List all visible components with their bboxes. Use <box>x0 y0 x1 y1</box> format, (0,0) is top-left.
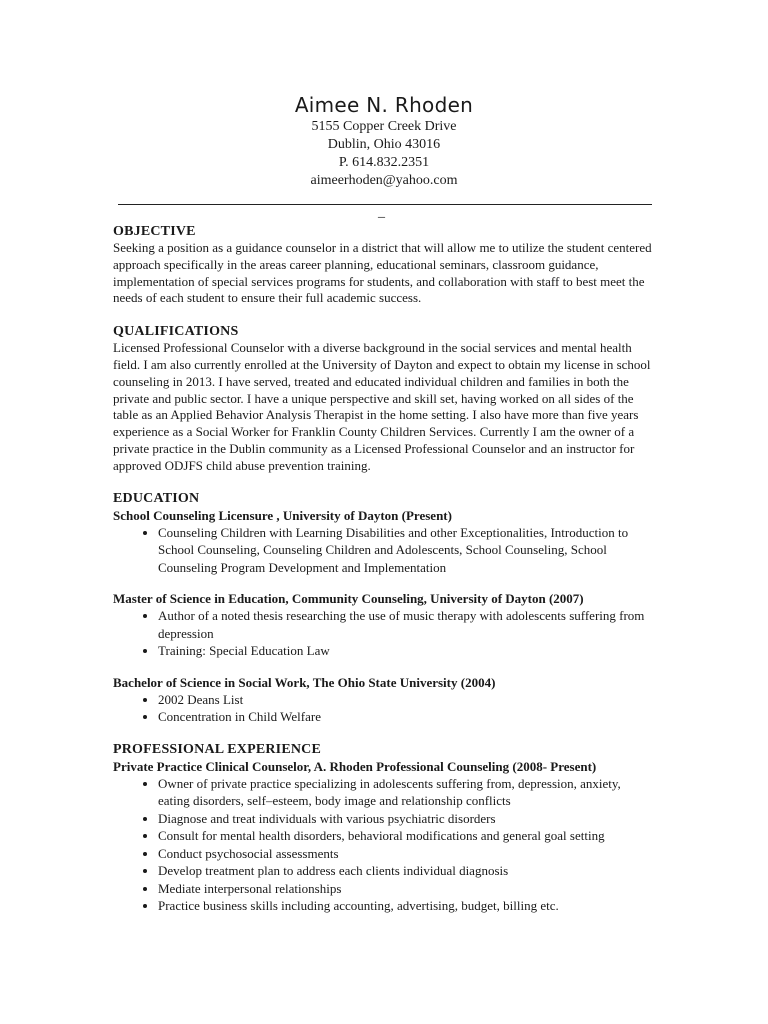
education-entry <box>113 590 655 660</box>
list-item: • Conduct psychosocial assessments <box>158 845 655 863</box>
list-item: • Owner of private practice specializing in adolescents suffering from, depression, anxiety, eating disorders, self–esteem, body image and relationship conflicts <box>158 775 655 810</box>
email-line: aimeerhoden@yahoo.com <box>310 173 458 188</box>
list-item: • Counseling Children with Learning Disabilities and other Exceptionalities, Introduction to School Counseling, Counseling Children and Adolescents, School Counseling, School Counseling Program Development and Implementation <box>158 524 655 577</box>
education-entry <box>113 507 655 577</box>
qualifications-section <box>113 323 655 474</box>
header-divider <box>118 204 652 205</box>
city-line: Dublin, Ohio 43016 <box>327 137 441 152</box>
list-item: • Mediate interpersonal relationships <box>158 880 655 898</box>
list-item: • Consult for mental health disorders, behavioral modifications and general goal setting <box>158 827 655 845</box>
list-item: • Diagnose and treat individuals with various psychiatric disorders <box>158 810 655 828</box>
candidate-name: Aimee N. Rhoden <box>294 93 474 117</box>
list-item: • Author of a noted thesis researching the use of music therapy with adolescents suffering from depression <box>158 607 655 642</box>
objective-text: Seeking a position as a guidance counselor in a district that will allow me to utilize the student centered approach specifically in the areas career planning, educational seminars, classroom guidance, implementation of special services programs for students, and collaboration with staff to best meet the needs of each student to ensure their full academic success. <box>113 240 652 306</box>
list-item: • Practice business skills including accounting, advertising, budget, billing etc. <box>158 897 655 915</box>
qualifications-text: Licensed Professional Counselor with a diverse background in the social services and mental health field. I am also currently enrolled at the University of Dayton and expect to obtain my license in school counseling in 2013. I have served, treated and educated individual children and families in both the private and public sector. I have a unique perspective and skill set, having worked on all sides of the table as an Applied Behavior Analysis Therapist in the home setting. I also have more than five years experience as a Social Worker for Franklin County Children Services. Currently I am the owner of a private practice in the Dublin community as a Licensed Professional Counselor and an instructor for approved ODJFS child abuse prevention training. <box>113 340 651 473</box>
experience-entry <box>113 758 655 915</box>
education-entry-title: Bachelor of Science in Social Work, The Ohio State University (2004) <box>113 674 496 690</box>
experience-entry-bullets <box>113 775 655 915</box>
list-item: • Concentration in Child Welfare <box>158 708 655 726</box>
address-line: 5155 Copper Creek Drive <box>311 119 457 134</box>
objective-heading: OBJECTIVE <box>113 224 196 239</box>
objective-section <box>113 223 655 307</box>
experience-heading: PROFESSIONAL EXPERIENCE <box>113 741 322 757</box>
education-entry-bullets <box>113 607 655 660</box>
education-section <box>113 490 655 726</box>
phone-line: P. 614.832.2351 <box>338 155 430 170</box>
resume-header <box>0 92 768 190</box>
education-heading: EDUCATION <box>113 490 200 506</box>
divider-mark: _ <box>378 205 385 220</box>
education-entry-title: School Counseling Licensure , University of Dayton (Present) <box>113 507 452 523</box>
experience-entry-title: Private Practice Clinical Counselor, A. Rhoden Professional Counseling (2008- Present) <box>113 758 597 774</box>
experience-section <box>113 741 655 915</box>
resume-body <box>113 223 655 915</box>
education-entry-bullets <box>113 524 655 577</box>
list-item: • Develop treatment plan to address each clients individual diagnosis <box>158 862 655 880</box>
qualifications-heading: QUALIFICATIONS <box>113 324 239 340</box>
list-item: • 2002 Deans List <box>158 691 655 709</box>
education-entry-title: Master of Science in Education, Community Counseling, University of Dayton (2007) <box>113 591 584 607</box>
education-entry-bullets <box>113 691 655 726</box>
education-entry <box>113 674 655 726</box>
list-item: • Training: Special Education Law <box>158 642 655 660</box>
